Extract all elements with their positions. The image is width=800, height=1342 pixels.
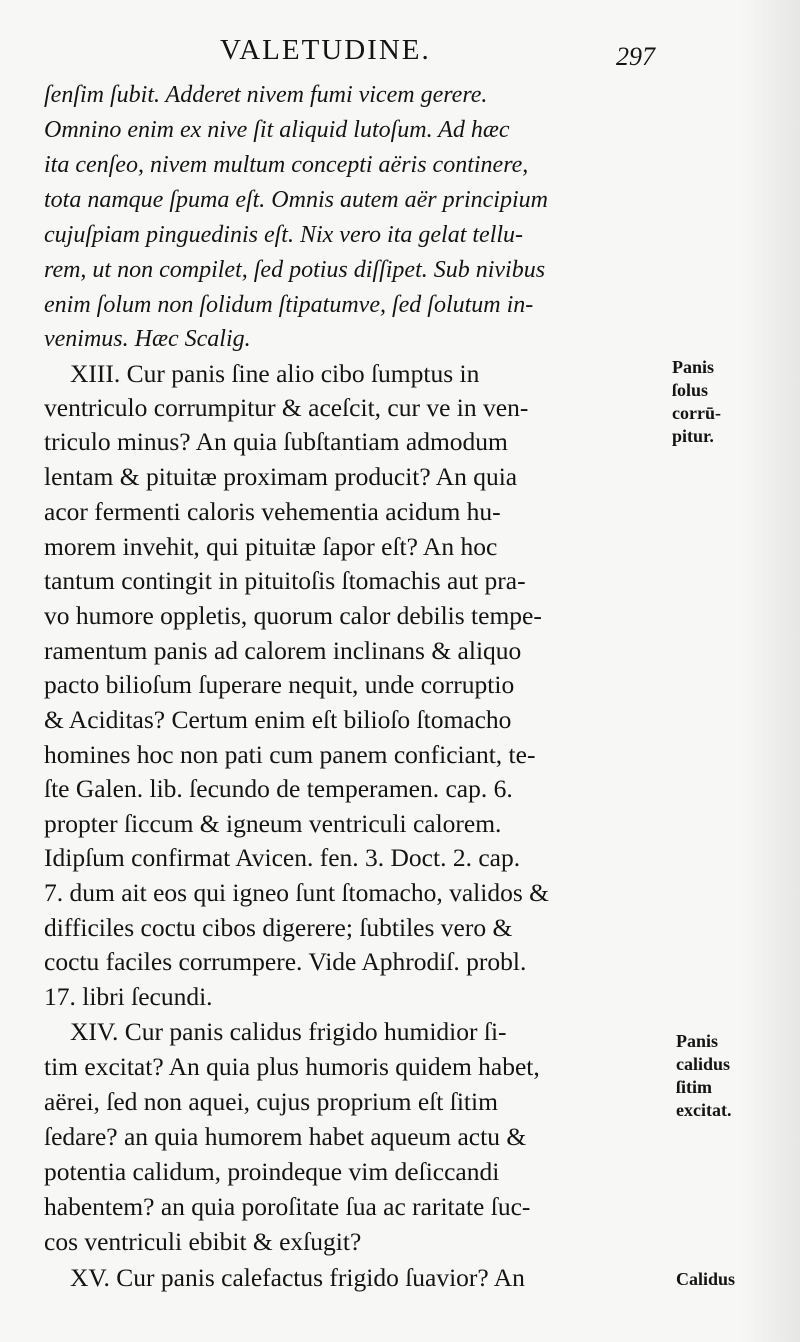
page-edge-shadow bbox=[740, 0, 800, 1342]
text-line: aërei, ſed non aquei, cujus proprium eſt ſitim bbox=[44, 1087, 498, 1116]
text-line: lentam & pituitæ proximam producit? An quia bbox=[44, 462, 518, 491]
text-line: propter ſiccum & igneum ventriculi calorem. bbox=[44, 809, 502, 838]
text-line: cos ventriculi ebibit & exſugit? bbox=[44, 1227, 362, 1256]
text-line: vo humore oppletis, quorum calor debilis tempe- bbox=[44, 601, 542, 630]
text-line: ſenſim ſubit. Adderet nivem fumi vicem gerere. bbox=[44, 82, 488, 108]
margin-note-line: Panis bbox=[676, 1031, 719, 1051]
text-line: pacto bilioſum ſuperare nequit, unde corruptio bbox=[44, 670, 515, 699]
text-line: ventriculo corrumpitur & aceſcit, cur ve in ven- bbox=[44, 393, 529, 422]
margin-note-panis-solus bbox=[672, 356, 721, 448]
margin-note-line: excitat. bbox=[676, 1100, 732, 1120]
text-line: potentia calidum, proindeque vim deſiccandi bbox=[44, 1157, 500, 1186]
margin-note-calidus bbox=[676, 1268, 735, 1291]
margin-note-line: ſitim bbox=[676, 1077, 712, 1097]
text-line: ita cenſeo, nivem multum concepti aëris continere, bbox=[44, 152, 529, 178]
text-line: acor fermenti caloris vehementia acidum hu- bbox=[44, 497, 501, 526]
text-line: Omnino enim ex nive ſit aliquid lutoſum. Ad hæc bbox=[44, 117, 510, 143]
text-line: triculo minus? An quia ſubſtantiam admodum bbox=[44, 427, 508, 456]
text-line: tota namque ſpuma eſt. Omnis autem aër principium bbox=[44, 187, 548, 213]
text-line: habentem? an quia poroſitate ſua ac raritate ſuc- bbox=[44, 1192, 531, 1221]
text-line: rem, ut non compilet, ſed potius diſſipet. Sub nivibus bbox=[44, 257, 546, 283]
section-heading-line: XV. Cur panis calefactus frigido ſuavior? An bbox=[70, 1263, 525, 1292]
text-line: 7. dum ait eos qui igneo ſunt ſtomacho, validos & bbox=[44, 878, 549, 907]
text-line: ſte Galen. lib. ſecundo de temperamen. cap. 6. bbox=[44, 774, 513, 803]
text-line: cujuſpiam pinguedinis eſt. Nix vero ita gelat tellu- bbox=[44, 222, 524, 248]
text-line: difficiles coctu cibos digerere; ſubtiles vero & bbox=[44, 913, 513, 942]
margin-note-line: ſolus bbox=[672, 380, 709, 400]
text-line: tantum contingit in pituitoſis ſtomachis aut pra- bbox=[44, 566, 526, 595]
margin-note-line: corrū- bbox=[672, 403, 721, 423]
margin-note-line: Panis bbox=[672, 357, 715, 377]
text-line: morem invehit, qui pituitæ ſapor eſt? An hoc bbox=[44, 532, 498, 561]
text-line: venimus. Hæc Scalig. bbox=[44, 326, 251, 352]
running-head: VALETUDINE. bbox=[220, 34, 431, 66]
text-line: homines hoc non pati cum panem conficiant, te- bbox=[44, 740, 536, 769]
text-line: enim ſolum non ſolidum ſtipatumve, ſed ſolutum in- bbox=[44, 292, 534, 318]
text-line: ſedare? an quia humorem habet aqueum actu & bbox=[44, 1122, 527, 1151]
page-number: 297 bbox=[616, 42, 655, 71]
margin-note-line: pitur. bbox=[672, 426, 714, 446]
text-line: Idipſum confirmat Avicen. fen. 3. Doct. 2. cap. bbox=[44, 843, 521, 872]
text-line: coctu faciles corrumpere. Vide Aphrodiſ. probl. bbox=[44, 947, 527, 976]
margin-note-panis-calidus bbox=[676, 1030, 731, 1122]
text-line: 17. libri ſecundi. bbox=[44, 982, 213, 1011]
text-line: tim excitat? An quia plus humoris quidem habet, bbox=[44, 1052, 540, 1081]
margin-note-line: calidus bbox=[676, 1054, 731, 1074]
margin-note-line: Calidus bbox=[676, 1269, 736, 1289]
text-line: & Aciditas? Certum enim eſt bilioſo ſtomacho bbox=[44, 705, 512, 734]
section-heading-line: XIV. Cur panis calidus frigido humidior ſi- bbox=[70, 1017, 507, 1046]
section-heading-line: XIII. Cur panis ſine alio cibo ſumptus in bbox=[70, 359, 480, 388]
text-line: ramentum panis ad calorem inclinans & aliquo bbox=[44, 636, 522, 665]
